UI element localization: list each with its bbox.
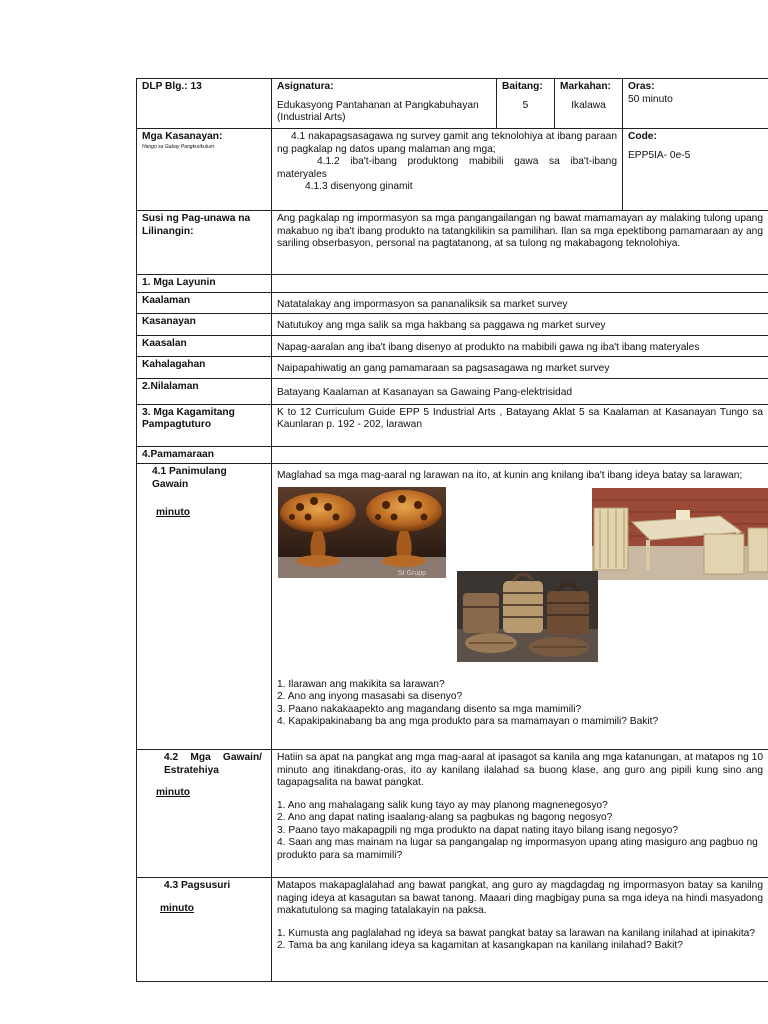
baitang-cell	[497, 79, 555, 129]
bags-photo	[457, 571, 598, 662]
gawain-gap	[277, 790, 763, 800]
layunin-kahalagahan-text: Naipapahiwatig an gang pamamaraan sa pagsasagawa ng market survey	[272, 357, 768, 379]
lamps-photo	[278, 487, 446, 578]
susi-row	[137, 211, 768, 275]
pagsusuri-content	[272, 878, 768, 982]
kasanayan-sublabel: Hango sa Gabay Pangkurikulum	[142, 143, 214, 150]
markahan-label: Markahan:	[560, 81, 611, 92]
layunin-row-kahalagahan	[137, 357, 768, 379]
bags-illustration	[457, 571, 598, 662]
layunin-kaasalan-text: Napag-aaralan ang iba't ibang disenyo at produkto na mabibili gawa ng iba't ibang materyales	[272, 335, 768, 357]
layunin-row-kaalaman	[137, 292, 768, 314]
list-item: 3. Paano tayo makapagpili ng mga produkto na dapat nating itayo bilang isang negosyo?	[277, 824, 678, 836]
kasanayan-label-cell	[137, 129, 272, 211]
pagsusuri-minuto: minuto	[160, 902, 194, 914]
layunin-kaalaman-label: Kaalaman	[137, 292, 272, 314]
pagsusuri-intro: Matapos makapaglalahad ang bawat pangkat, ang guro ay magdagdag ng impormasyon batay sa kanilng naging ideya at kasagutan sa bawat tanong. Maaari ding magbigay puna sa mga ideya na hindi masyadong makatutulong sa maging tatalakayin na paksa.	[277, 880, 763, 916]
code-label: Code:	[628, 131, 657, 142]
list-item: 1. Kumusta ang paglalahad ng ideya sa bawat pangkat batay sa larawan na kanilang inilahad at ipinakita?	[277, 927, 756, 939]
kagamitan-label: 3. Mga Kagamitang Pampagtuturo	[137, 404, 272, 446]
pagsusuri-label-cell	[137, 878, 272, 982]
nilalaman-label: 2.Nilalaman	[137, 378, 272, 404]
oras-label: Oras:	[628, 81, 655, 92]
gawain-questions	[277, 800, 763, 863]
layunin-kaalaman-text: Natatalakay ang impormasyon sa pananaliksik sa market survey	[272, 292, 768, 314]
panimula-questions	[277, 679, 763, 729]
kasanayan-row	[137, 129, 768, 211]
pamamaraan-header-row	[137, 446, 768, 464]
dlp-number: DLP Blg.: 13	[137, 79, 272, 129]
baitang-label: Baitang:	[502, 81, 543, 92]
code-value: EPP5IA- 0e-5	[628, 149, 691, 161]
kagamitan-row	[137, 404, 768, 446]
list-item: 3. Paano nakakaapekto ang magandang disento sa mga mamimili?	[277, 703, 582, 715]
layunin-header-row	[137, 275, 768, 293]
kasanayan-label: Mga Kasanayan:	[142, 131, 223, 142]
panimula-label: 4.1 Panimulang Gawain	[152, 466, 227, 490]
kasanayan-line3: 4.1.3 disenyong ginamit	[305, 181, 413, 192]
list-item: 1. Ano ang mahalagang salik kung tayo ay may planong magnenegosyo?	[277, 799, 608, 811]
lamps-watermark: St Grupp	[398, 570, 427, 577]
layunin-kaasalan-label: Kaasalan	[137, 335, 272, 357]
kasanayan-line1: 4.1 nakapagsasagawa ng survey gamit ang teknolohiya at ibang paraan ng pagkalap ng datos upang malaman ang mga;	[277, 131, 617, 155]
kagamitan-text: K to 12 Curriculum Guide EPP 5 Industrial Arts , Batayang Aklat 5 sa Kaalaman at Kasanayan Tungo sa Kaunlaran p. 192 - 202, larawan	[272, 404, 768, 446]
layunin-empty	[272, 275, 768, 293]
pagsusuri-questions	[277, 928, 763, 953]
baitang-value: 5	[522, 99, 529, 111]
gawain-label: 4.2 Mga Gawain/ Estratehiya	[164, 752, 262, 776]
furniture-illustration	[592, 488, 768, 580]
gawain-content	[272, 750, 768, 878]
nilalaman-row	[137, 378, 768, 404]
list-item: 2. Ano ang dapat nating isaalang-alang sa pagbukas ng bagong negosyo?	[277, 812, 613, 823]
layunin-row-kasanayan	[137, 314, 768, 336]
code-cell	[623, 129, 768, 211]
layunin-label: 1. Mga Layunin	[137, 275, 272, 293]
list-item: 4. Saan ang mas mainam na lugar sa pangangalap ng impormasyon upang ating masiguro ang pagbuo ng produkto para sa mamimili?	[277, 837, 758, 861]
gawain-intro: Hatiin sa apat na pangkat ang mga mag-aaral at ipasagot sa kanila ang mga katanungan, at matapos ng 10 minuto ang itinakdang-oras, ito ay kanilang ilalahad sa buong klase, ang guro ang pipili kung sino ang tagapagsalita na bawat pangkat.	[277, 752, 763, 788]
list-item: 2. Tama ba ang kanilang ideya sa kagamitan at kasangkapan na kanilang inilahad? Bakit?	[277, 940, 683, 951]
list-item: 2. Ano ang inyong masasabi sa disenyo?	[277, 691, 463, 702]
asignatura-cell	[272, 79, 497, 129]
pagsusuri-label: 4.3 Pagsusuri	[164, 880, 231, 891]
markahan-cell	[555, 79, 623, 129]
susi-text: Ang pagkalap ng impormasyon sa mga pangangailangan ng bawat mamamayan ay malaking tulong upang makabuo ng iba't ibang produkto na tatangkilikin sa pamilihan. Ilan sa mga epektibong pamamaraan ay ang sariling obserbasyon, personal na pagtatanong, at sa tulong ng makabagong teknolohiya.	[272, 211, 768, 275]
kasanayan-line2: 4.1.2 iba't-ibang produktong mabibili gawa sa iba't-ibang materyales	[277, 156, 617, 180]
gawain-minuto: minuto	[156, 787, 190, 798]
nilalaman-text: Batayang Kaalaman at Kasanayan sa Gawaing Pang-elektrisidad	[272, 378, 768, 404]
pagsusuri-gap	[277, 918, 763, 928]
markahan-value: Ikalawa	[571, 99, 606, 111]
furniture-photo	[592, 488, 768, 580]
pamamaraan-empty	[272, 446, 768, 464]
gawain-row	[137, 750, 768, 878]
layunin-kasanayan-text: Natutukoy ang mga salik sa mga hakbang sa paggawa ng market survey	[272, 314, 768, 336]
layunin-kahalagahan-label: Kahalagahan	[137, 357, 272, 379]
pamamaraan-label: 4.Pamamaraan	[137, 446, 272, 464]
asignatura-value: Edukasyong Pantahanan at Pangkabuhayan (Industrial Arts)	[277, 99, 479, 123]
layunin-row-kaasalan	[137, 335, 768, 357]
panimula-intro: Maglahad sa mga mag-aaral ng larawan na ito, at kunin ang knilang iba't ibang ideya batay sa larawan;	[277, 470, 743, 481]
panimula-minuto: minuto	[156, 507, 190, 518]
panimula-label-cell	[137, 464, 272, 750]
layunin-kasanayan-label: Kasanayan	[137, 314, 272, 336]
list-item: 4. Kapakipakinabang ba ang mga produkto para sa mamamayan o mamimili? Bakit?	[277, 716, 659, 727]
oras-value: 50 minuto	[628, 93, 673, 105]
pagsusuri-row	[137, 878, 768, 982]
susi-label: Susi ng Pag-unawa na Lilinangin:	[137, 211, 272, 275]
asignatura-label: Asignatura:	[277, 81, 334, 92]
list-item: 1. Ilarawan ang makikita sa larawan?	[277, 678, 445, 690]
gawain-label-cell	[137, 750, 272, 878]
header-row	[137, 79, 768, 129]
kasanayan-text-cell	[272, 129, 623, 211]
lamps-illustration	[278, 487, 446, 578]
oras-cell	[623, 79, 768, 129]
